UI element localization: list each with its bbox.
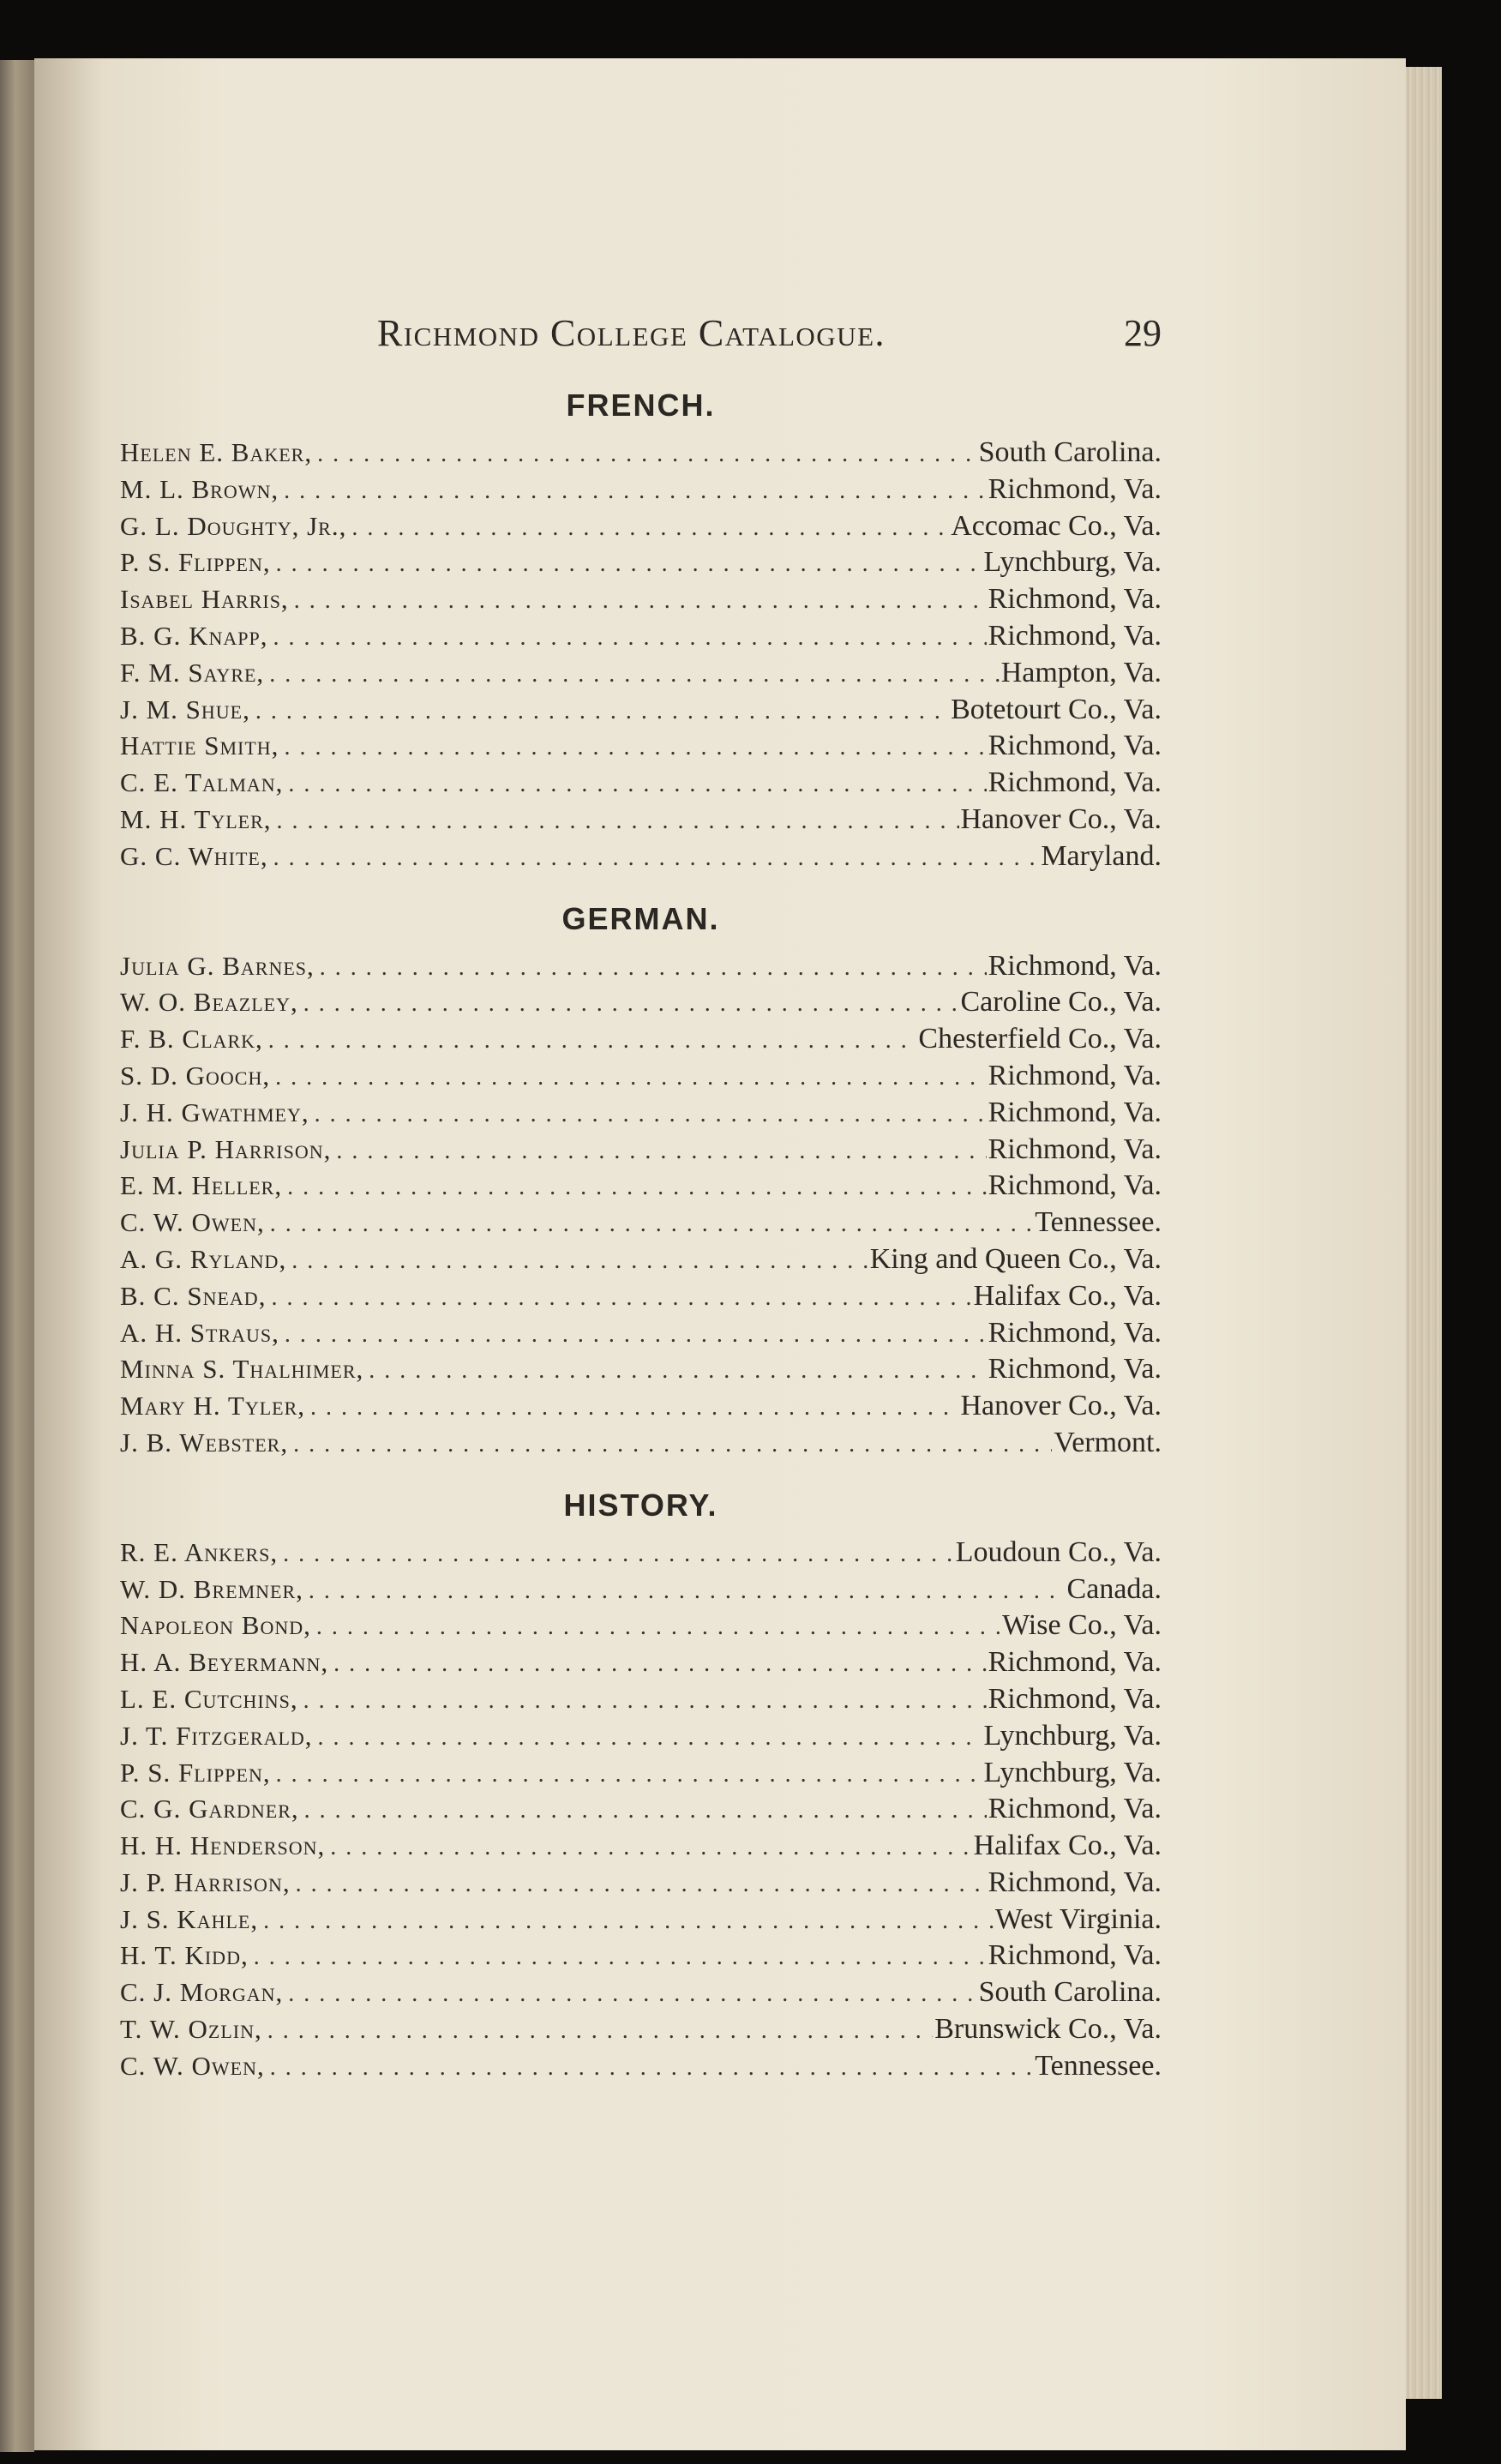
student-entry <box>120 1644 1162 1681</box>
student-residence: Caroline Co., Va. <box>960 986 1162 1019</box>
student-name: F. M. Sayre, <box>120 657 265 688</box>
dot-leader <box>283 1536 954 1573</box>
student-residence: Richmond, Va. <box>988 1316 1162 1349</box>
student-name: L. E. Cutchins, <box>120 1683 298 1714</box>
student-name: Minna S. Thalhimer, <box>120 1354 364 1385</box>
student-name: Julia P. Harrison, <box>120 1133 332 1164</box>
student-name: J. M. Shue, <box>120 694 250 724</box>
student-entry <box>120 1902 1162 1938</box>
student-entry <box>120 544 1162 581</box>
student-entry <box>120 435 1162 472</box>
student-entry <box>120 948 1162 985</box>
student-entry <box>120 1791 1162 1828</box>
student-residence: Richmond, Va. <box>988 1793 1162 1825</box>
student-residence: Richmond, Va. <box>988 949 1162 982</box>
student-residence: Tennessee. <box>1035 2049 1162 2082</box>
dot-leader <box>330 1830 971 1866</box>
student-name: C. W. Owen, <box>120 2050 265 2081</box>
student-entry <box>120 1425 1162 1462</box>
student-lists <box>120 386 1162 2085</box>
student-name: J. H. Gwathmey, <box>120 1097 309 1127</box>
student-entry <box>120 581 1162 618</box>
dot-leader <box>284 473 986 510</box>
student-residence: Lynchburg, Va. <box>983 1756 1162 1788</box>
student-name: Napoleon Bond, <box>120 1610 311 1641</box>
dot-leader <box>336 1133 986 1170</box>
dot-leader <box>263 1903 994 1940</box>
student-entry <box>120 1132 1162 1169</box>
running-head <box>377 311 1162 363</box>
student-name: B. G. Knapp, <box>120 620 268 651</box>
student-entry <box>120 1388 1162 1425</box>
dot-leader <box>309 1573 1066 1610</box>
dot-leader <box>255 694 949 730</box>
student-residence: Richmond, Va. <box>988 1169 1162 1202</box>
dot-leader <box>277 803 959 840</box>
student-residence: King and Queen Co., Va. <box>869 1242 1162 1275</box>
student-residence: Brunswick Co., Va. <box>934 2013 1162 2046</box>
student-name: C. G. Gardner, <box>120 1794 299 1824</box>
dot-leader <box>294 583 987 620</box>
student-entry <box>120 1865 1162 1902</box>
student-residence: Tennessee. <box>1035 1206 1162 1239</box>
page-fore-edge <box>1406 67 1442 2399</box>
student-name: Julia G. Barnes, <box>120 950 315 981</box>
student-entry <box>120 1205 1162 1241</box>
dot-leader <box>310 1390 958 1427</box>
student-entry <box>120 1938 1162 1974</box>
dot-leader <box>271 1280 971 1317</box>
student-entry <box>120 2048 1162 2085</box>
dot-leader <box>276 546 982 583</box>
student-residence: Hanover Co., Va. <box>960 802 1162 835</box>
student-residence: Richmond, Va. <box>988 1059 1162 1091</box>
section-title: GERMAN. <box>561 900 720 936</box>
student-entry <box>120 472 1162 508</box>
dot-leader <box>288 1976 976 2013</box>
student-residence: West Virginia. <box>994 1902 1162 1935</box>
student-residence: Vermont. <box>1054 1426 1162 1458</box>
student-entry <box>120 1681 1162 1718</box>
student-entry <box>120 984 1162 1021</box>
student-name: S. D. Gooch, <box>120 1060 271 1091</box>
student-name: Hattie Smith, <box>120 730 279 761</box>
student-name: M. L. Brown, <box>120 473 279 504</box>
student-name: Isabel Harris, <box>120 584 289 615</box>
dot-leader <box>275 1060 986 1097</box>
student-entry <box>120 765 1162 802</box>
student-name: J. S. Kahle, <box>120 1903 259 1934</box>
student-residence: Lynchburg, Va. <box>983 1719 1162 1752</box>
page-number: 29 <box>1124 312 1162 354</box>
student-residence: Richmond, Va. <box>988 1133 1162 1165</box>
dot-leader <box>296 1866 987 1903</box>
student-entry <box>120 692 1162 729</box>
student-residence: Hanover Co., Va. <box>960 1390 1162 1422</box>
student-name: T. W. Ozlin, <box>120 2014 262 2045</box>
dot-leader <box>315 1097 987 1133</box>
student-name: F. B. Clark, <box>120 1024 263 1055</box>
student-residence: Halifax Co., Va. <box>973 1279 1162 1312</box>
student-residence: Wise Co., Va. <box>1002 1609 1162 1642</box>
student-name: Mary H. Tyler, <box>120 1391 306 1421</box>
student-residence: Richmond, Va. <box>988 1646 1162 1679</box>
student-name: W. D. Bremner, <box>120 1573 303 1604</box>
student-entry <box>120 618 1162 655</box>
dot-leader <box>316 1609 1000 1646</box>
student-entry <box>120 1168 1162 1205</box>
student-residence: Botetourt Co., Va. <box>951 693 1162 725</box>
student-name: M. H. Tyler, <box>120 803 272 834</box>
student-residence: Maryland. <box>1041 839 1162 872</box>
student-name: C. E. Talman, <box>120 767 284 798</box>
student-name: C. W. Owen, <box>120 1207 265 1238</box>
dot-leader <box>304 1793 987 1830</box>
student-name: J. B. Webster, <box>120 1427 289 1457</box>
student-entry <box>120 2011 1162 2048</box>
student-residence: Chesterfield Co., Va. <box>918 1023 1162 1055</box>
dot-leader <box>270 1206 1034 1243</box>
student-entry <box>120 838 1162 875</box>
student-residence: Lynchburg, Va. <box>983 546 1162 579</box>
student-residence: Richmond, Va. <box>988 1353 1162 1385</box>
student-residence: Richmond, Va. <box>988 1939 1162 1972</box>
dot-leader <box>369 1353 986 1390</box>
student-entry <box>120 802 1162 838</box>
student-name: R. E. Ankers, <box>120 1536 279 1567</box>
dot-leader <box>276 1757 982 1794</box>
dot-leader <box>270 2050 1034 2087</box>
student-entry <box>120 1828 1162 1865</box>
dot-leader <box>269 657 1000 694</box>
student-name: P. S. Flippen, <box>120 547 271 578</box>
student-name: A. G. Ryland, <box>120 1243 287 1274</box>
dot-leader <box>288 766 986 803</box>
dot-leader <box>254 1939 987 1976</box>
student-name: B. C. Snead, <box>120 1280 267 1311</box>
student-name: J. T. Fitzgerald, <box>120 1720 313 1751</box>
section-title: HISTORY. <box>563 1487 718 1523</box>
student-name: P. S. Flippen, <box>120 1757 271 1788</box>
student-residence: Accomac Co., Va. <box>951 509 1162 542</box>
student-name: H. A. Beyermann, <box>120 1647 329 1678</box>
student-entry <box>120 1718 1162 1755</box>
student-residence: Hampton, Va. <box>1000 656 1162 688</box>
student-name: J. P. Harrison, <box>120 1866 291 1897</box>
dot-leader <box>293 1427 1052 1463</box>
dot-leader <box>268 1023 917 1060</box>
student-residence: Richmond, Va. <box>988 619 1162 652</box>
dot-leader <box>285 1317 987 1354</box>
student-residence: South Carolina. <box>978 1976 1162 2009</box>
student-residence: Halifax Co., Va. <box>973 1830 1162 1862</box>
student-name: W. O. Beazley, <box>120 987 298 1018</box>
dot-leader <box>318 1720 982 1757</box>
dot-leader <box>351 510 949 547</box>
dot-leader <box>317 436 976 473</box>
dot-leader <box>333 1646 986 1683</box>
student-residence: Canada. <box>1066 1572 1162 1605</box>
dot-leader <box>284 730 986 766</box>
student-name: G. C. White, <box>120 840 268 871</box>
student-residence: Richmond, Va. <box>988 1866 1162 1898</box>
dot-leader <box>303 986 959 1023</box>
student-residence: Richmond, Va. <box>988 730 1162 762</box>
section-title: FRENCH. <box>566 388 716 423</box>
student-entry <box>120 728 1162 765</box>
student-entry <box>120 1058 1162 1095</box>
student-residence: South Carolina. <box>978 436 1162 468</box>
student-residence: Loudoun Co., Va. <box>955 1535 1162 1568</box>
student-residence: Richmond, Va. <box>988 1682 1162 1715</box>
student-entry <box>120 1315 1162 1352</box>
dot-leader <box>287 1169 986 1206</box>
student-entry <box>120 1535 1162 1572</box>
student-entry <box>120 1095 1162 1132</box>
student-entry <box>120 508 1162 545</box>
student-name: H. H. Henderson, <box>120 1830 326 1861</box>
student-name: G. L. Doughty, Jr., <box>120 510 347 541</box>
student-entry <box>120 1755 1162 1792</box>
student-entry <box>120 1021 1162 1058</box>
student-residence: Richmond, Va. <box>988 766 1162 799</box>
student-name: C. J. Morgan, <box>120 1977 284 2008</box>
student-entry <box>120 1974 1162 2011</box>
student-residence: Richmond, Va. <box>988 472 1162 505</box>
student-name: E. M. Heller, <box>120 1170 283 1201</box>
previous-page-edge <box>0 60 34 2452</box>
dot-leader <box>267 2013 934 2050</box>
student-name: H. T. Kidd, <box>120 1940 249 1971</box>
dot-leader <box>320 950 987 987</box>
dot-leader <box>273 840 1040 877</box>
running-title: Richmond College Catalogue. <box>377 312 886 354</box>
student-name: A. H. Straus, <box>120 1317 279 1348</box>
student-entry <box>120 1278 1162 1315</box>
student-residence: Richmond, Va. <box>988 583 1162 616</box>
dot-leader <box>303 1683 987 1720</box>
student-residence: Richmond, Va. <box>988 1096 1162 1128</box>
dot-leader <box>273 620 986 657</box>
student-entry <box>120 1608 1162 1644</box>
student-entry <box>120 1241 1162 1278</box>
student-entry <box>120 655 1162 692</box>
student-entry <box>120 1572 1162 1608</box>
student-entry <box>120 1351 1162 1388</box>
dot-leader <box>291 1243 868 1280</box>
student-name: Helen E. Baker, <box>120 437 313 467</box>
